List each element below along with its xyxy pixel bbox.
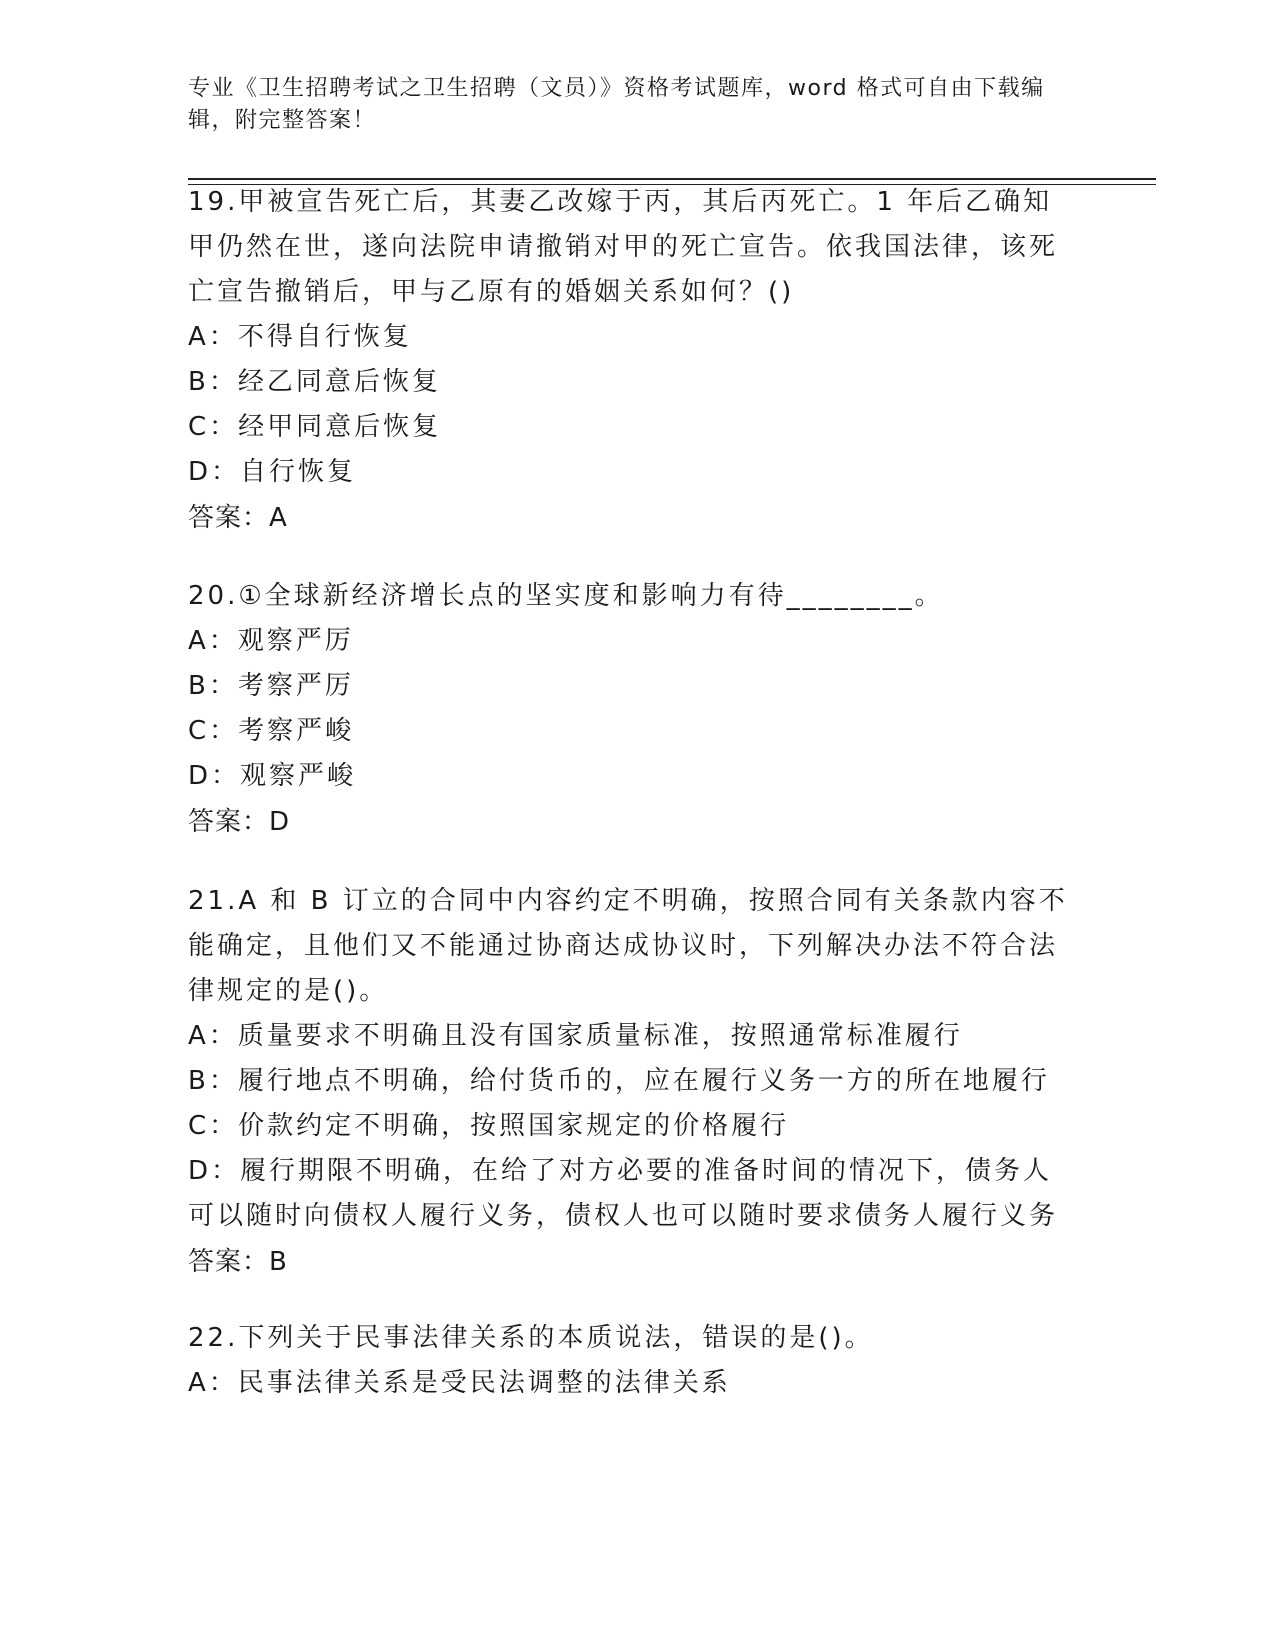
option-c: C：考察严峻 bbox=[188, 716, 355, 746]
option-b: B：考察严厉 bbox=[188, 671, 354, 701]
answer: 答案：B bbox=[188, 1247, 288, 1277]
question-21 bbox=[188, 879, 1068, 1285]
question-19 bbox=[188, 180, 1068, 541]
option-a: A：民事法律关系是受民法调整的法律关系 bbox=[188, 1368, 731, 1398]
question-stem: 19.甲被宣告死亡后，其妻乙改嫁于丙，其后丙死亡。1 年后乙确知甲仍然在世，遂向法院申请撤销对甲的死亡宣告。依我国法律，该死亡宣告撤销后，甲与乙原有的婚姻关系如何？() bbox=[188, 187, 1059, 307]
option-d: D：履行期限不明确，在给了对方必要的准备时间的情况下，债务人可以随时向债权人履行义务，债权人也可以随时要求债务人履行义务 bbox=[188, 1156, 1059, 1231]
question-stem: 20.①全球新经济增长点的坚实度和影响力有待________。 bbox=[188, 581, 944, 611]
option-a: A：质量要求不明确且没有国家质量标准，按照通常标准履行 bbox=[188, 1021, 963, 1051]
option-d: D：观察严峻 bbox=[188, 761, 357, 791]
question-stem: 22.下列关于民事法律关系的本质说法，错误的是()。 bbox=[188, 1323, 874, 1353]
option-c: C：经甲同意后恢复 bbox=[188, 412, 442, 442]
option-b: B：经乙同意后恢复 bbox=[188, 367, 441, 397]
option-d: D：自行恢复 bbox=[188, 457, 357, 487]
option-a: A：观察严厉 bbox=[188, 626, 354, 656]
document-header: 专业《卫生招聘考试之卫生招聘（文员）》资格考试题库，word 格式可自由下载编辑，附完整答案！ bbox=[188, 76, 1045, 133]
answer: 答案：D bbox=[188, 807, 291, 837]
question-stem: 21.A 和 B 订立的合同中内容约定不明确，按照合同有关条款内容不能确定，且他们又不能通过协商达成协议时，下列解决办法不符合法律规定的是()。 bbox=[188, 886, 1068, 1006]
question-22 bbox=[188, 1316, 1068, 1406]
question-20 bbox=[188, 574, 1068, 845]
option-a: A：不得自行恢复 bbox=[188, 322, 412, 352]
option-b: B：履行地点不明确，给付货币的，应在履行义务一方的所在地履行 bbox=[188, 1066, 1050, 1096]
option-c: C：价款约定不明确，按照国家规定的价格履行 bbox=[188, 1111, 790, 1141]
answer: 答案：A bbox=[188, 503, 288, 533]
